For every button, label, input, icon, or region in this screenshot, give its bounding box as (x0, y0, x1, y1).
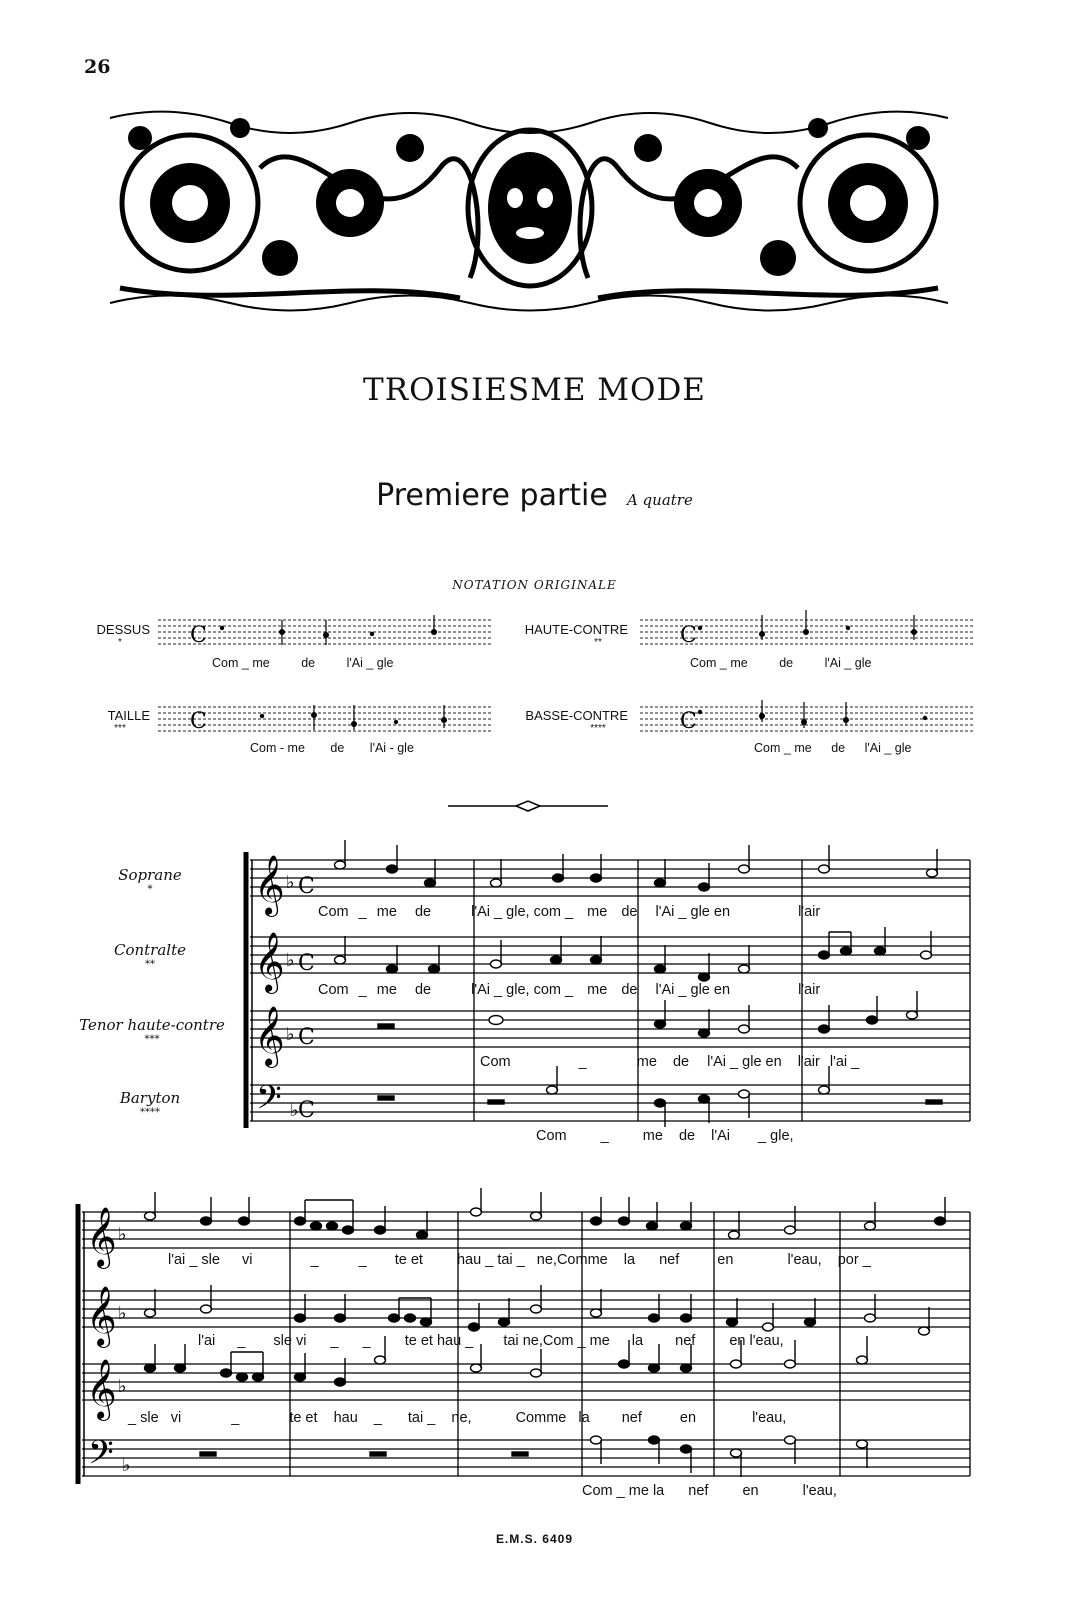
svg-text:C: C (298, 1098, 315, 1123)
syllable: de (779, 656, 794, 670)
svg-text:♭: ♭ (286, 1024, 295, 1045)
page-number: 26 (84, 56, 111, 78)
syllable: l'Ai (655, 982, 675, 998)
syllable: _ (358, 982, 367, 998)
syllable: sle (201, 1252, 220, 1268)
svg-text:𝄞: 𝄞 (86, 1286, 117, 1346)
syllable: por (837, 1252, 859, 1268)
syllable: Com (212, 656, 239, 670)
syllable: _ (362, 1333, 371, 1349)
syllable: _ (678, 982, 687, 998)
lyrics-baryton-system-2 (582, 1483, 837, 1499)
syllable: Com (582, 1483, 613, 1499)
syllable: l'eau, (749, 1333, 784, 1349)
syllable: _ (565, 904, 574, 920)
svg-text:𝄞: 𝄞 (254, 932, 285, 992)
syllable: la (578, 1410, 590, 1426)
syllable: - (279, 741, 285, 755)
syllable: nef (621, 1410, 642, 1426)
svg-text:♭: ♭ (118, 1224, 127, 1245)
voice-stars: *** (144, 1034, 160, 1045)
voice-stars: **** (590, 723, 606, 734)
svg-text:𝄢: 𝄢 (256, 1079, 282, 1125)
syllable: _ (578, 1054, 587, 1070)
voice-name: DESSUS (96, 622, 150, 637)
syllable: en (729, 1333, 746, 1349)
syllable: gle (690, 982, 710, 998)
syllable: _ (884, 741, 892, 755)
svg-text:♭: ♭ (286, 872, 295, 893)
syllable: _ (427, 1410, 436, 1426)
syllable: vi (170, 1410, 182, 1426)
syllable: en (679, 1410, 697, 1426)
syllable: nef (688, 1483, 709, 1499)
syllable: Com (754, 741, 781, 755)
syllable: _ (128, 1410, 137, 1426)
syllable: me (252, 656, 270, 670)
syllable: _ (310, 1252, 319, 1268)
svg-text:♭: ♭ (286, 950, 295, 971)
syllable: gle, (506, 982, 530, 998)
syllable: tai (407, 1410, 424, 1426)
syllable: l'ai (198, 1333, 216, 1349)
syllable: de (330, 741, 345, 755)
syllable: gle (854, 656, 872, 670)
syllable: _ (516, 1252, 525, 1268)
syllable: _ (844, 656, 852, 670)
syllable: vi (296, 1333, 307, 1349)
syllable: me (642, 1128, 663, 1144)
svg-text:C: C (680, 623, 697, 648)
syllable: te et (289, 1410, 318, 1426)
syllable: Com (690, 656, 717, 670)
syllable: l'Ai (346, 656, 363, 670)
syllable: me (587, 982, 608, 998)
voice-name: TAILLE (107, 708, 150, 723)
syllable: sle (140, 1410, 159, 1426)
syllable: de (414, 982, 432, 998)
svg-text:C: C (298, 951, 315, 976)
publisher-code: E.M.S. 6409 (495, 1532, 574, 1546)
notation-heading: NOTATION ORIGINALE (452, 578, 617, 592)
syllable: hau (456, 1252, 482, 1268)
syllable: de (621, 904, 638, 920)
lyrics-soprane-system-2 (168, 1252, 871, 1268)
syllable: l'ai (829, 1054, 848, 1070)
syllable: de (831, 741, 846, 755)
svg-text:C: C (190, 709, 207, 734)
syllable: _ (494, 982, 503, 998)
syllable: de (301, 656, 316, 670)
syllable: de (672, 1054, 690, 1070)
syllable: l'Ai (471, 904, 491, 920)
syllable: sle (273, 1333, 292, 1349)
svg-text:C: C (298, 874, 315, 899)
syllable: l'Ai (864, 741, 881, 755)
syllable: _ (862, 1252, 871, 1268)
syllable: tai (503, 1333, 519, 1349)
voice-name: BASSE-CONTRE (525, 708, 628, 723)
syllable: me (636, 1054, 657, 1070)
syllable: _ (358, 1252, 367, 1268)
syllable: nef (675, 1333, 696, 1349)
syllable: l'Ai (711, 1128, 731, 1144)
syllable: me (730, 656, 748, 670)
syllable: _ (241, 656, 249, 670)
syllable: _ (783, 741, 791, 755)
syllable: en (713, 982, 731, 998)
syllable: me (628, 1483, 649, 1499)
syllable: _ (373, 1410, 382, 1426)
syllable: nef (659, 1252, 680, 1268)
syllable: _ (851, 1054, 860, 1070)
syllable: Com (250, 741, 277, 755)
svg-text:C: C (298, 1025, 315, 1050)
syllable: me (587, 904, 608, 920)
syllable: _ (189, 1252, 198, 1268)
subtitle: Premiere partie (376, 478, 608, 513)
syllable: me (287, 741, 305, 755)
syllable: com (533, 982, 561, 998)
syllable: gle (397, 741, 414, 755)
syllable: en (742, 1483, 759, 1499)
syllable: l'air (798, 904, 821, 920)
svg-text:𝄞: 𝄞 (254, 855, 285, 915)
syllable: l'eau, (752, 1410, 787, 1426)
syllable: en (717, 1252, 734, 1268)
syllable: _ (678, 904, 687, 920)
syllable: l'air (797, 1054, 820, 1070)
syllable: l'eau, (802, 1483, 837, 1499)
lyrics-tenor-system-2 (128, 1410, 786, 1426)
syllable: hau (436, 1333, 462, 1349)
syllable: l'ai (168, 1252, 186, 1268)
syllable: l'Ai (369, 741, 387, 755)
syllable: l'Ai (471, 982, 491, 998)
syllable: _ (358, 904, 367, 920)
syllable: ne, (451, 1410, 472, 1426)
syllable: l'Ai (707, 1054, 727, 1070)
lyrics-contralte-system-2 (198, 1333, 784, 1349)
syllable: me (589, 1333, 610, 1349)
syllable: Com (318, 982, 349, 998)
syllable: Com (480, 1054, 511, 1070)
svg-text:𝄞: 𝄞 (254, 1006, 285, 1066)
svg-text:♭: ♭ (122, 1455, 131, 1476)
voice-name: HAUTE-CONTRE (524, 622, 628, 637)
syllable: _ (577, 1333, 586, 1349)
syllable: _ (366, 656, 374, 670)
syllable: gle (376, 656, 394, 670)
voice-stars: * (147, 884, 153, 895)
syllable: en (765, 1054, 782, 1070)
syllable: com (533, 904, 561, 920)
subtitle-small: A quatre (626, 491, 693, 509)
syllable: _ (616, 1483, 625, 1499)
voice-name: Soprane (118, 866, 182, 884)
svg-text:C: C (680, 709, 697, 734)
syllable: en (713, 904, 731, 920)
syllable: _ (465, 1333, 474, 1349)
syllable: la (652, 1483, 665, 1499)
syllable: te et (404, 1333, 433, 1349)
svg-text:𝄞: 𝄞 (86, 1207, 117, 1267)
syllable: _ (485, 1252, 494, 1268)
syllable: hau (333, 1410, 358, 1426)
syllable: la (623, 1252, 636, 1268)
syllable: l'eau, (787, 1252, 822, 1268)
syllable: me (376, 904, 397, 920)
syllable: _ (231, 1410, 240, 1426)
syllable: Com (536, 1128, 567, 1144)
svg-text:𝄞: 𝄞 (86, 1359, 117, 1419)
syllable: de (678, 1128, 696, 1144)
syllable: _ (330, 1333, 339, 1349)
voice-stars: * (118, 637, 122, 648)
syllable: ne,Com (522, 1333, 574, 1349)
svg-text:♭: ♭ (118, 1303, 127, 1324)
voice-stars: *** (114, 723, 126, 734)
syllable: - (389, 741, 394, 755)
syllable: _ (719, 656, 727, 670)
syllable: gle, (770, 1128, 794, 1144)
voice-stars: ** (145, 959, 155, 970)
syllable: gle (894, 741, 912, 755)
syllable: l'Ai (655, 904, 675, 920)
voice-name: Baryton (119, 1089, 181, 1107)
syllable: l'Ai (824, 656, 841, 670)
syllable: me (376, 982, 397, 998)
page-title: TROISIESME MODE (363, 372, 706, 408)
voice-name: Tenor haute-contre (79, 1016, 225, 1034)
voice-stars: **** (140, 1107, 160, 1118)
svg-text:C: C (190, 623, 207, 648)
syllable: _ (237, 1333, 246, 1349)
syllable: te et (394, 1252, 423, 1268)
syllable: Com (318, 904, 349, 920)
syllable: gle (690, 904, 710, 920)
svg-text:𝄢: 𝄢 (88, 1434, 114, 1480)
syllable: vi (242, 1252, 253, 1268)
syllable: ne,Comme (536, 1252, 608, 1268)
voice-name: Contralte (113, 941, 186, 959)
syllable: la (631, 1333, 644, 1349)
svg-text:♭: ♭ (118, 1376, 127, 1397)
syllable: gle, (506, 904, 530, 920)
syllable: _ (758, 1128, 767, 1144)
voice-stars: ** (594, 637, 602, 648)
syllable: _ (730, 1054, 739, 1070)
syllable: _ (600, 1128, 609, 1144)
syllable: _ (565, 982, 574, 998)
syllable: _ (494, 904, 503, 920)
syllable: me (794, 741, 812, 755)
syllable: gle (742, 1054, 762, 1070)
svg-text:♭: ♭ (290, 1100, 299, 1121)
syllable: de (621, 982, 638, 998)
syllable: de (414, 904, 432, 920)
syllable: Comme (515, 1410, 567, 1426)
syllable: tai (497, 1252, 513, 1268)
syllable: l'air (798, 982, 821, 998)
